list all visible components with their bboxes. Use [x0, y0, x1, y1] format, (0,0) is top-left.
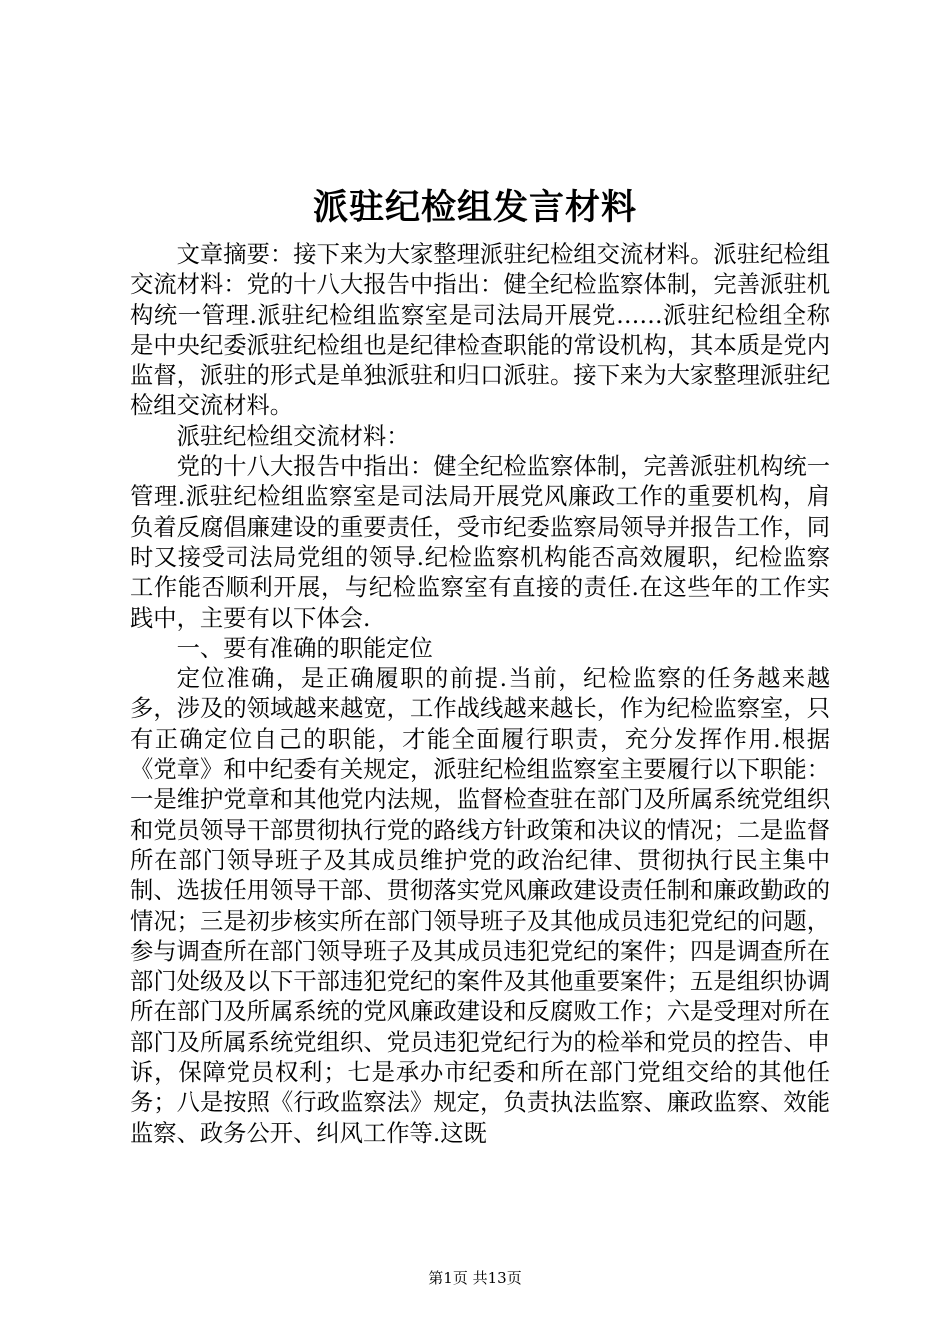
page-footer: 第1页 共13页	[428, 1269, 522, 1287]
document-body	[130, 240, 830, 1149]
intro-paragraph: 党的十八大报告中指出：健全纪检监察体制，完善派驻机构统一管理.派驻纪检组监察室是司法局开展党风廉政工作的重要机构，肩负着反腐倡廉建设的重要责任，受市纪委监察局领导并报告工作，同时又接受司法局党组的领导.纪检监察机构能否高效履职，纪检监察工作能否顺利开展，与纪检监察室有直接的责任.在这些年的工作实践中，主要有以下体会.	[130, 453, 830, 632]
body-paragraph: 定位准确，是正确履职的前提.当前，纪检监察的任务越来越多，涉及的领域越来越宽，工作战线越来越长，作为纪检监察室，只有正确定位自己的职能，才能全面履行职责，充分发挥作用.根据《党章》和中纪委有关规定，派驻纪检组监察室主要履行以下职能：一是维护党章和其他党内法规，监督检查驻在部门及所属系统党组织和党员领导干部贯彻执行党的路线方针政策和决议的情况；二是监督所在部门领导班子及其成员维护党的政治纪律、贯彻执行民主集中制、选拔任用领导干部、贯彻落实党风廉政建设责任制和廉政勤政的情况；三是初步核实所在部门领导班子及其他成员违犯党纪的问题，参与调查所在部门领导班子及其成员违犯党纪的案件；四是调查所在部门处级及以下干部违犯党纪的案件及其他重要案件；五是组织协调所在部门及所属系统的党风廉政建设和反腐败工作；六是受理对所在部门及所属系统党组织、党员违犯党纪行为的检举和党员的控告、申诉，保障党员权利；七是承办市纪委和所在部门党组交给的其他任务；八是按照《行政监察法》规定，负责执法监察、廉政监察、效能监察、政务公开、纠风工作等.这既	[130, 665, 830, 1147]
section-label: 派驻纪检组交流材料：	[176, 422, 410, 450]
abstract-paragraph: 文章摘要：接下来为大家整理派驻纪检组交流材料。派驻纪检组交流材料：党的十八大报告中指出：健全纪检监察体制，完善派驻机构统一管理.派驻纪检组监察室是司法局开展党……派驻纪检组全称是中央纪委派驻纪检组也是纪律检查职能的常设机构，其本质是党内监督，派驻的形式是单独派驻和归口派驻。接下来为大家整理派驻纪检组交流材料。	[130, 241, 830, 420]
section-heading-1: 一、要有准确的职能定位	[176, 634, 433, 662]
document-title: 派驻纪检组发言材料	[312, 188, 637, 228]
